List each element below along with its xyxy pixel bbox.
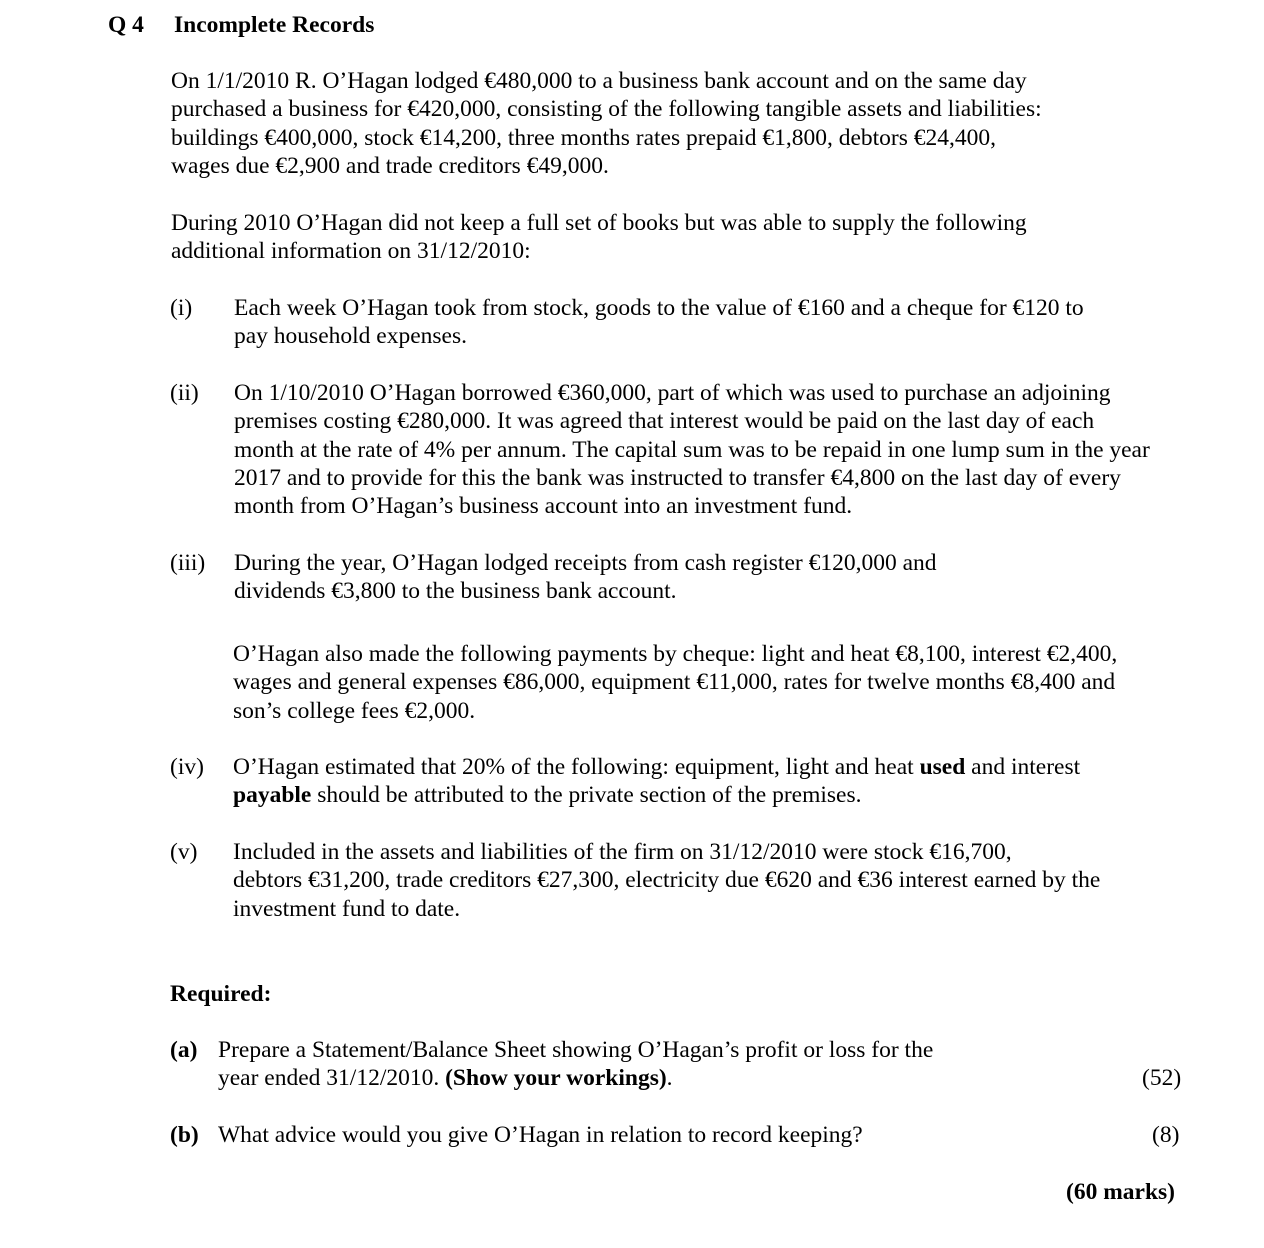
item-iv-line-2 <box>233 781 1243 809</box>
item-iii-line: dividends €3,800 to the business bank account. <box>234 578 677 605</box>
item-iii-line: During the year, O’Hagan lodged receipts from cash register €120,000 and <box>234 550 937 576</box>
item-ii-line: month from O’Hagan’s business account into an investment fund. <box>234 493 853 520</box>
payments-line: son’s college fees €2,000. <box>233 697 476 724</box>
intro-line: wages due €2,900 and trade creditors €49,000. <box>171 152 609 179</box>
item-v-line: Included in the assets and liabilities of the firm on 31/12/2010 were stock €16,700, <box>233 839 1012 865</box>
additional-info-paragraph <box>171 209 1231 266</box>
item-v-line: debtors €31,200, trade creditors €27,300, electricity due €620 and €36 interest earned by the <box>233 867 1101 894</box>
item-i-line: pay household expenses. <box>234 323 467 350</box>
item-iv-text-a: O’Hagan estimated that 20% of the following: equipment, light and heat <box>233 754 920 780</box>
additional-line: additional information on 31/12/2010: <box>171 238 531 265</box>
part-a-show-workings: (Show your workings) <box>445 1065 667 1092</box>
item-iv-text-rest: should be attributed to the private section of the premises. <box>311 782 862 809</box>
item-iii-text <box>234 549 1244 606</box>
question-number: Q 4 <box>108 12 144 38</box>
item-iv-line-1 <box>233 753 1243 781</box>
item-iv-text-b: and interest <box>965 754 1081 780</box>
part-b-marks: (8) <box>1152 1122 1180 1148</box>
required-heading: Required: <box>170 981 272 1007</box>
item-ii-line: 2017 and to provide for this the bank was instructed to transfer €4,800 on the last day of every <box>234 464 1121 491</box>
part-a-line-1: Prepare a Statement/Balance Sheet showing O’Hagan’s profit or loss for the <box>218 1037 934 1063</box>
item-ii-text <box>234 379 1244 520</box>
item-v-text <box>233 838 1243 923</box>
item-v-label: (v) <box>170 839 198 865</box>
item-i-label: (i) <box>170 295 193 321</box>
additional-line: During 2010 O’Hagan did not keep a full set of books but was able to supply the following <box>171 210 1027 236</box>
payments-line: O’Hagan also made the following payments by cheque: light and heat €8,100, interest €2,400, <box>233 641 1118 667</box>
item-i-text <box>234 294 1244 351</box>
intro-paragraph <box>171 67 1231 180</box>
item-ii-line: month at the rate of 4% per annum. The capital sum was to be repaid in one lump sum in the year <box>234 436 1150 463</box>
item-iv-label: (iv) <box>170 754 204 780</box>
intro-line: buildings €400,000, stock €14,200, three months rates prepaid €1,800, debtors €24,400, <box>171 124 997 151</box>
total-marks: (60 marks) <box>1066 1179 1175 1205</box>
item-iv-text <box>233 753 1243 810</box>
part-a-text <box>218 1036 1118 1093</box>
intro-line: purchased a business for €420,000, consisting of the following tangible assets and liabilities: <box>171 96 1042 123</box>
part-a-line-2 <box>218 1064 1118 1092</box>
intro-line: On 1/1/2010 R. O’Hagan lodged €480,000 to a business bank account and on the same day <box>171 68 1027 94</box>
part-a-text-end: . <box>666 1065 673 1092</box>
part-a-label: (a) <box>170 1037 198 1063</box>
item-ii-line: On 1/10/2010 O’Hagan borrowed €360,000, part of which was used to purchase an adjoining <box>234 380 1111 406</box>
item-iv-bold-used: used <box>919 754 966 780</box>
item-ii-line: premises costing €280,000. It was agreed that interest would be paid on the last day of each <box>234 408 1095 435</box>
part-b-text: What advice would you give O’Hagan in relation to record keeping? <box>218 1122 863 1148</box>
part-a-text-plain: year ended 31/12/2010. <box>218 1065 446 1092</box>
part-b-label: (b) <box>170 1122 199 1148</box>
question-title: Incomplete Records <box>174 12 375 38</box>
item-v-line: investment fund to date. <box>233 895 461 922</box>
part-a-marks: (52) <box>1142 1065 1182 1091</box>
item-i-line: Each week O’Hagan took from stock, goods to the value of €160 and a cheque for €120 to <box>234 295 1084 321</box>
item-ii-label: (ii) <box>170 380 199 406</box>
item-iii-payments <box>233 640 1243 725</box>
payments-line: wages and general expenses €86,000, equipment €11,000, rates for twelve months €8,400 and <box>233 669 1116 696</box>
item-iii-label: (iii) <box>170 550 206 576</box>
item-iv-bold-payable: payable <box>233 782 312 809</box>
